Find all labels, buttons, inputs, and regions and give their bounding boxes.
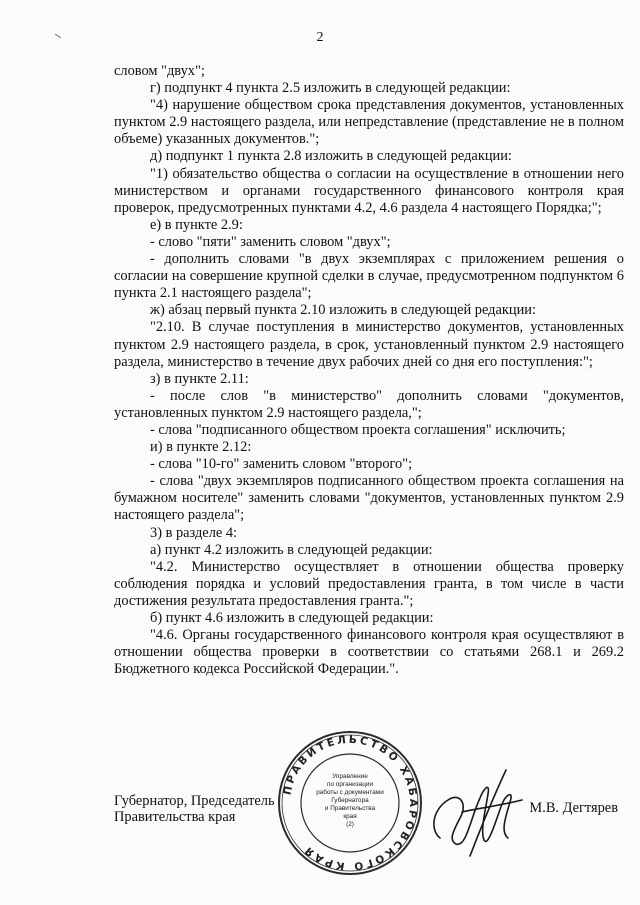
paragraph: - слова "двух экземпляров подписанного обществом проекта соглашения на бумажном носителе" заменить словами "документов, установленных пунктом 2.9 настоящего раздела";: [114, 473, 624, 524]
paragraph: "2.10. В случае поступления в министерство документов, установленных пунктом 2.9 настоящего раздела, в срок, установленный пунктом 2.9 настоящего раздела, министерство в течение двух рабочих дней со дня его поступления:";: [114, 319, 624, 370]
seal-center-text: Управление: [332, 773, 368, 780]
signatory-title: [114, 793, 275, 825]
paragraph: - слова "10-го" заменить словом "второго";: [150, 456, 413, 473]
seal-center-text: работы с документами: [316, 789, 384, 796]
paragraph: г) подпункт 4 пункта 2.5 изложить в следующей редакции:: [150, 80, 511, 97]
paragraph: - дополнить словами "в двух экземплярах с приложением решения о согласии на совершение крупной сделки в случае, предусмотренном подпунктом 6 пункта 2.1 настоящего раздела";: [114, 251, 624, 302]
paragraph: д) подпункт 1 пункта 2.8 изложить в следующей редакции:: [150, 148, 512, 165]
paragraph: - после слов "в министерство" дополнить словами "документов, установленных пунктом 2.9 настоящего раздела,";: [114, 387, 624, 421]
paragraph: - слова "подписанного обществом проекта соглашения" исключить;: [150, 421, 566, 438]
paragraph: ж) абзац первый пункта 2.10 изложить в следующей редакции:: [150, 302, 536, 319]
paragraph: 3) в разделе 4:: [150, 524, 238, 541]
seal-ring-text: ПРАВИТЕЛЬСТВО ХАБАРОВСКОГО КРАЯ: [281, 733, 420, 873]
document-body: [114, 63, 624, 678]
seal-center-text: по организации: [326, 781, 374, 788]
paragraph: и) в пункте 2.12:: [150, 439, 252, 456]
paragraph: "4) нарушение обществом срока представления документов, установленных пунктом 2.9 настоящего раздела, или непредставление (представление не в полном объеме) указанных документов.";: [114, 97, 624, 148]
paragraph: е) в пункте 2.9:: [150, 216, 243, 233]
page-number: 2: [316, 30, 324, 45]
paragraph: "4.2. Министерство осуществляет в отношении общества проверку соблюдения порядка и условий предоставления гранта, в том числе в части достижения результата предоставления гранта.";: [114, 558, 624, 609]
seal-center-text: (2): [346, 821, 354, 828]
seal-center-text: и Правительства: [324, 805, 376, 812]
paragraph: словом "двух";: [114, 63, 205, 79]
paragraph: "4.6. Органы государственного финансового контроля края осуществляют в отношении общества проверки в соответствии со статьями 268.1 и 269.2 Бюджетного кодекса Российской Федерации.".: [114, 627, 624, 678]
seal-center-text: Губернатора: [331, 797, 369, 804]
handwritten-signature: [410, 760, 530, 870]
signatory-title-line: Губернатор, Председатель: [114, 793, 275, 809]
signatory-name: М.В. Дегтярев: [529, 800, 618, 816]
official-seal: [275, 728, 425, 878]
paragraph: - слово "пяти" заменить словом "двух";: [150, 233, 391, 250]
paragraph: а) пункт 4.2 изложить в следующей редакции:: [150, 541, 433, 558]
paragraph: "1) обязательство общества о согласии на осуществление в отношении него министерством и органами государственного финансового контроля края проверок, предусмотренных пунктами 4.2, 4.6 раздела 4 настоящего Порядка;";: [114, 165, 624, 216]
signatory-title-line: Правительства края: [114, 809, 236, 825]
paragraph: б) пункт 4.6 изложить в следующей редакции:: [150, 610, 434, 626]
paragraph: з) в пункте 2.11:: [150, 370, 249, 387]
seal-center-text: края: [343, 813, 357, 820]
